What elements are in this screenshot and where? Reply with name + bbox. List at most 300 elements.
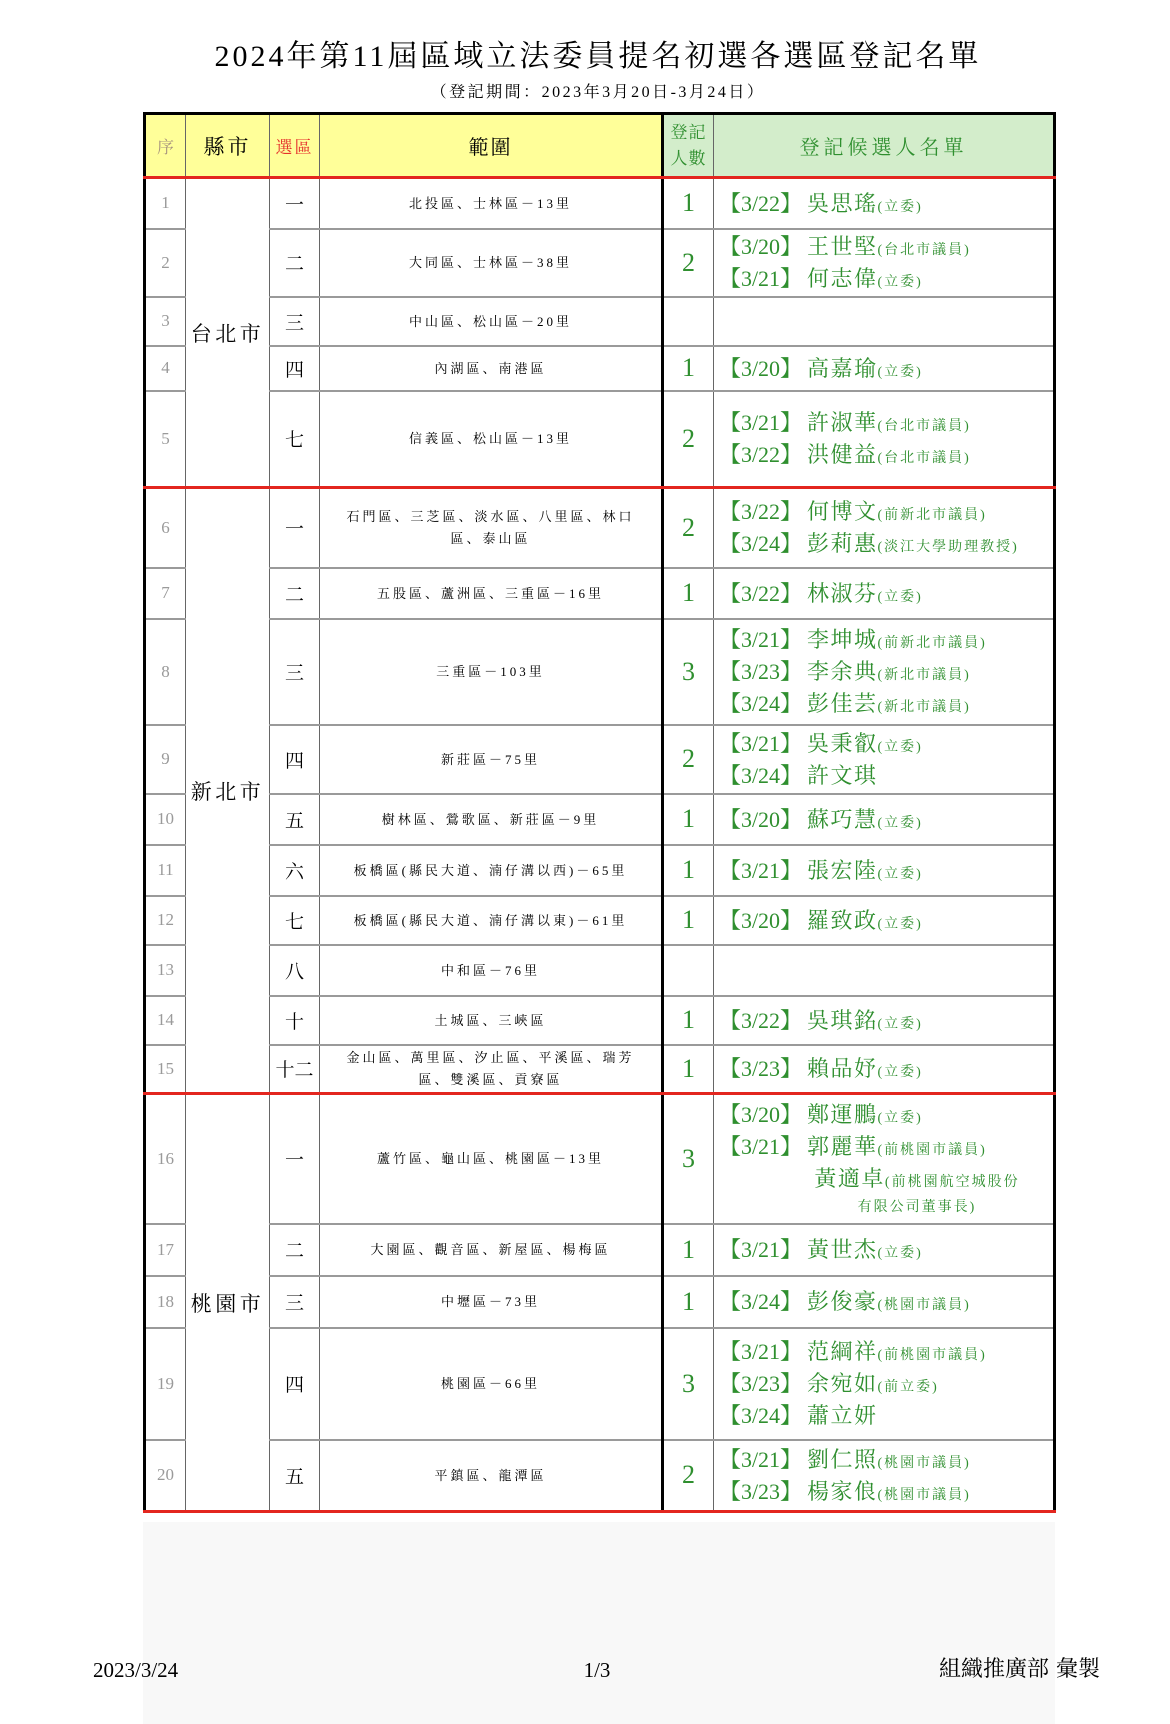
seq-cell: 2 [145, 229, 186, 297]
candidate-date: 【3/21】 [718, 857, 803, 883]
candidate-date: 【3/22】 [718, 1007, 803, 1033]
candidates-cell [714, 996, 1055, 1045]
candidate-name: 何博文 [807, 499, 878, 525]
candidate-date: 【3/21】 [718, 627, 803, 652]
count-cell: 1 [663, 1276, 714, 1328]
candidate-name: 楊家俍 [807, 1478, 878, 1504]
candidate-name: 李余典 [807, 659, 878, 684]
candidate-info [807, 691, 971, 716]
candidate-title: (立委) [877, 275, 923, 290]
table-row [145, 1328, 1055, 1440]
scope-text: 平鎮區、龍潭區 [434, 1467, 547, 1483]
candidate-name: 劉仁照 [807, 1446, 878, 1472]
scope-text: 中壢區－73里 [440, 1294, 540, 1309]
candidate-date: 【3/21】 [718, 1237, 803, 1262]
candidate-entry [714, 266, 1053, 291]
scope-text: 中和區－76里 [440, 962, 540, 978]
candidates-cell [714, 1094, 1055, 1224]
candidate-date: 【3/23】 [718, 659, 803, 684]
candidate-entry [714, 234, 1053, 259]
candidate-date: 【3/20】 [718, 907, 803, 933]
candidate-date: 【3/23】 [718, 1056, 803, 1082]
seq-cell: 16 [145, 1094, 186, 1224]
candidate-entry [714, 1403, 1053, 1428]
district-cell: 四 [270, 725, 320, 794]
candidate-info [807, 908, 923, 933]
count-cell: 3 [663, 1328, 714, 1440]
district-cell: 六 [270, 845, 320, 896]
scope-cell [320, 1440, 663, 1512]
count-cell: 1 [663, 794, 714, 845]
candidate-title: (台北市議員) [877, 419, 971, 435]
count-cell: 1 [663, 178, 714, 229]
candidates-cell [714, 488, 1055, 568]
candidate-date: 【3/20】 [718, 234, 803, 259]
district-cell: 四 [270, 346, 320, 391]
count-cell: 1 [663, 346, 714, 391]
candidate-title: (立委) [877, 815, 923, 831]
candidate-name: 彭佳芸 [807, 691, 878, 716]
table-row [145, 1094, 1055, 1224]
candidate-title: (立委) [877, 866, 923, 882]
header-seq: 序 [145, 114, 186, 178]
candidate-entry [714, 531, 1053, 556]
scope-cell [320, 297, 663, 346]
candidate-title: (台北市議員) [877, 243, 971, 258]
candidate-date: 【3/23】 [718, 1478, 803, 1504]
candidate-title: (立委) [877, 1065, 923, 1081]
candidate-info [807, 627, 987, 652]
candidate-info [807, 581, 923, 606]
candidates-cell [714, 725, 1055, 794]
district-cell: 十二 [270, 1045, 320, 1094]
scope-cell [320, 391, 663, 488]
district-cell: 八 [270, 945, 320, 996]
count-cell: 1 [663, 568, 714, 619]
scope-cell [320, 1094, 663, 1224]
scope-cell [320, 178, 663, 229]
count-cell: 2 [663, 488, 714, 568]
candidates-cell [714, 1276, 1055, 1328]
candidate-title: (前新北市議員) [877, 636, 987, 651]
candidate-entry [714, 442, 1053, 467]
candidate-info [807, 731, 923, 756]
table-row [145, 794, 1055, 845]
candidate-date: 【3/24】 [718, 762, 803, 788]
footer-author: 組織推廣部 彙製 [939, 1657, 1100, 1682]
candidate-name: 彭俊豪 [807, 1289, 878, 1314]
seq-cell: 3 [145, 297, 186, 346]
candidate-entry [714, 191, 1053, 216]
candidates-cell [714, 794, 1055, 845]
page-title: 2024年第11屆區域立法委員提名初選各選區登記名單 [214, 40, 982, 73]
count-cell: 1 [663, 996, 714, 1045]
candidate-entry [714, 1102, 1053, 1127]
district-cell: 三 [270, 619, 320, 725]
candidate-info [807, 1447, 971, 1472]
candidate-info [807, 1008, 923, 1033]
count-cell: 2 [663, 1440, 714, 1512]
table-row [145, 896, 1055, 945]
candidate-name: 林淑芬 [807, 580, 878, 606]
district-cell: 五 [270, 794, 320, 845]
candidate-info [807, 1289, 971, 1314]
candidate-title: (立委) [877, 739, 923, 755]
registration-table [143, 112, 1056, 1513]
table-row [145, 488, 1055, 568]
candidate-info [807, 410, 971, 435]
scope-text: 金山區、萬里區、汐止區、平溪區、瑞芳區、雙溪區、貢寮區 [346, 1049, 635, 1087]
candidate-date: 【3/20】 [718, 1101, 803, 1127]
header-count-line2: 人數 [670, 148, 707, 168]
candidate-title: (立委) [877, 1016, 923, 1032]
candidate-entry [714, 1447, 1053, 1472]
header-city: 縣市 [186, 114, 270, 178]
scope-text: 板橋區(縣民大道、湳仔溝以西)－65里 [353, 862, 628, 878]
candidate-info [807, 1237, 923, 1262]
candidate-entry [714, 627, 1053, 652]
candidate-entry [714, 410, 1053, 435]
candidate-name: 黃適卓 [814, 1165, 885, 1191]
candidate-title: (立委) [877, 1110, 923, 1126]
seq-cell: 18 [145, 1276, 186, 1328]
candidates-cell [714, 1224, 1055, 1276]
scope-text: 北投區、士林區－13里 [408, 195, 572, 211]
seq-cell: 20 [145, 1440, 186, 1512]
scope-cell [320, 1045, 663, 1094]
candidate-name: 吳秉叡 [807, 730, 878, 756]
table-row [145, 1276, 1055, 1328]
candidates-cell [714, 568, 1055, 619]
candidate-date: 【3/21】 [718, 266, 803, 291]
table-row [145, 845, 1055, 896]
header-candidates: 登記候選人名單 [714, 114, 1055, 178]
candidates-cell [714, 178, 1055, 229]
district-cell: 一 [270, 178, 320, 229]
candidate-entry [714, 499, 1053, 524]
registration-period: （登記期間：2023年3月20日-3月24日） [430, 84, 766, 101]
candidate-entry [714, 1134, 1053, 1159]
candidate-date: 【3/22】 [718, 580, 803, 606]
candidate-entry [714, 1237, 1053, 1262]
candidate-name: 黃世杰 [807, 1237, 878, 1262]
candidate-info [807, 1102, 923, 1127]
candidate-date: 【3/24】 [718, 1403, 803, 1428]
count-cell [663, 945, 714, 996]
footer-page-number: 1/3 [583, 1658, 611, 1682]
candidate-entry [714, 659, 1053, 684]
candidate-title: (桃園市議員) [877, 1455, 971, 1471]
candidate-title: (立委) [877, 199, 923, 215]
count-cell [663, 297, 714, 346]
district-cell: 二 [270, 229, 320, 297]
candidate-name: 吳思瑤 [807, 190, 878, 216]
scope-text: 石門區、三芝區、淡水區、八里區、林口區、泰山區 [346, 508, 635, 546]
candidate-name: 蕭立妍 [807, 1403, 878, 1428]
scope-cell [320, 488, 663, 568]
candidates-cell [714, 297, 1055, 346]
scope-text: 三重區－103里 [436, 664, 545, 679]
candidate-info [807, 858, 923, 883]
scope-cell [320, 794, 663, 845]
candidate-info [807, 1166, 1027, 1216]
scope-cell [320, 1224, 663, 1276]
district-cell: 二 [270, 568, 320, 619]
table-row [145, 229, 1055, 297]
candidate-title: (桃園市議員) [877, 1487, 971, 1503]
table-body [145, 178, 1055, 1512]
candidate-title: (前立委) [877, 1380, 939, 1395]
candidate-name: 王世堅 [807, 234, 878, 259]
candidates-cell [714, 1045, 1055, 1094]
seq-cell: 7 [145, 568, 186, 619]
candidate-entry [714, 691, 1053, 716]
candidate-title: (桃園市議員) [877, 1298, 971, 1313]
count-cell: 1 [663, 896, 714, 945]
scope-text: 新莊區－75里 [440, 751, 540, 767]
candidate-info [807, 191, 923, 216]
scope-cell [320, 996, 663, 1045]
scope-text: 桃園區－66里 [440, 1376, 540, 1391]
candidate-name: 許淑華 [807, 410, 878, 436]
candidate-entry [714, 1479, 1053, 1504]
candidate-entry [714, 1166, 1053, 1216]
scope-text: 內湖區、南港區 [434, 360, 547, 376]
district-cell: 七 [270, 896, 320, 945]
header-row [145, 114, 1055, 178]
candidate-entry [714, 731, 1053, 756]
seq-cell: 6 [145, 488, 186, 568]
table-row [145, 178, 1055, 229]
candidate-date: 【3/24】 [718, 531, 803, 557]
candidate-title: (立委) [877, 1246, 923, 1261]
scope-cell [320, 896, 663, 945]
seq-cell: 11 [145, 845, 186, 896]
candidate-entry [714, 1371, 1053, 1396]
candidate-date: 【3/21】 [718, 1446, 803, 1472]
candidate-date: 【3/20】 [718, 806, 803, 832]
candidate-info [807, 266, 923, 291]
candidate-title: (淡江大學助理教授) [877, 540, 1019, 556]
scope-cell [320, 945, 663, 996]
table-row [145, 996, 1055, 1045]
candidates-cell [714, 391, 1055, 488]
header-count-line1: 登記 [670, 122, 707, 142]
candidates-cell [714, 896, 1055, 945]
seq-cell: 9 [145, 725, 186, 794]
seq-cell: 17 [145, 1224, 186, 1276]
district-cell: 一 [270, 488, 320, 568]
candidate-name: 許文琪 [807, 762, 878, 788]
seq-cell: 19 [145, 1328, 186, 1440]
candidate-info [807, 659, 971, 684]
city-cell: 桃園市 [186, 1094, 270, 1512]
header-count [663, 114, 714, 178]
candidate-entry [714, 908, 1053, 933]
candidate-info [807, 531, 1019, 556]
candidate-info [807, 1339, 987, 1364]
candidates-cell [714, 229, 1055, 297]
seq-cell: 15 [145, 1045, 186, 1094]
candidate-title: (立委) [877, 589, 923, 605]
scope-text: 土城區、三峽區 [434, 1012, 547, 1028]
table-row [145, 725, 1055, 794]
candidate-name: 高嘉瑜 [807, 355, 878, 381]
candidate-entry [714, 1339, 1053, 1364]
table-row [145, 346, 1055, 391]
scope-text: 大園區、觀音區、新屋區、楊梅區 [370, 1242, 611, 1257]
seq-cell: 14 [145, 996, 186, 1045]
candidates-cell [714, 619, 1055, 725]
table-row [145, 297, 1055, 346]
scope-cell [320, 346, 663, 391]
candidate-date: 【3/21】 [718, 1339, 803, 1364]
candidate-info [807, 1371, 939, 1396]
candidate-name: 鄭運鵬 [807, 1101, 878, 1127]
count-cell: 1 [663, 1224, 714, 1276]
candidate-name: 郭麗華 [807, 1133, 878, 1159]
candidate-title: (前桃園市議員) [877, 1142, 987, 1158]
candidate-name: 范綱祥 [807, 1339, 878, 1364]
candidate-entry [714, 1056, 1053, 1081]
scope-cell [320, 229, 663, 297]
footer-date: 2023/3/24 [93, 1658, 179, 1682]
candidate-info [807, 763, 878, 788]
candidate-name: 洪健益 [807, 442, 878, 468]
scope-text: 中山區、松山區－20里 [408, 313, 572, 329]
header-district: 選區 [270, 114, 320, 178]
candidate-title: (台北市議員) [877, 451, 971, 467]
candidate-entry [714, 1289, 1053, 1314]
count-cell: 3 [663, 1094, 714, 1224]
scope-cell [320, 1276, 663, 1328]
seq-cell: 5 [145, 391, 186, 488]
candidate-date: 【3/24】 [718, 1289, 803, 1314]
candidate-title: (前新北市議員) [877, 508, 987, 524]
count-cell: 2 [663, 229, 714, 297]
candidate-entry [714, 356, 1053, 381]
district-cell: 三 [270, 1276, 320, 1328]
candidate-date: 【3/23】 [718, 1371, 803, 1396]
table-row [145, 568, 1055, 619]
candidate-entry [714, 1008, 1053, 1033]
table-row [145, 945, 1055, 996]
candidate-info [807, 499, 987, 524]
scope-cell [320, 619, 663, 725]
table-row [145, 619, 1055, 725]
candidates-cell [714, 1440, 1055, 1512]
table-row [145, 1440, 1055, 1512]
candidate-date: 【3/22】 [718, 190, 803, 216]
seq-cell: 12 [145, 896, 186, 945]
scope-text: 樹林區、鶯歌區、新莊區－9里 [381, 811, 600, 827]
candidate-info [807, 234, 971, 259]
table-row [145, 1045, 1055, 1094]
candidate-title: (前桃園航空城股份有限公司董事長) [857, 1174, 1020, 1215]
candidate-entry [714, 858, 1053, 883]
candidate-date: 【3/20】 [718, 355, 803, 381]
candidate-info [807, 1479, 971, 1504]
count-cell: 3 [663, 619, 714, 725]
candidate-info [807, 1134, 987, 1159]
scope-cell [320, 845, 663, 896]
candidate-date: 【3/24】 [718, 691, 803, 716]
candidate-name: 彭莉惠 [807, 531, 878, 557]
candidate-entry [714, 581, 1053, 606]
seq-cell: 13 [145, 945, 186, 996]
candidate-title: (立委) [877, 916, 923, 932]
table-row [145, 1224, 1055, 1276]
count-cell: 2 [663, 391, 714, 488]
scope-text: 板橋區(縣民大道、湳仔溝以東)－61里 [353, 912, 628, 928]
candidate-entry [714, 763, 1053, 788]
candidate-date: 【3/21】 [718, 1133, 803, 1159]
candidate-title: (新北市議員) [877, 700, 971, 715]
candidates-cell [714, 945, 1055, 996]
candidate-date: 【3/22】 [718, 499, 803, 525]
table-row [145, 391, 1055, 488]
district-cell: 七 [270, 391, 320, 488]
district-cell: 二 [270, 1224, 320, 1276]
seq-cell: 10 [145, 794, 186, 845]
candidate-info [807, 442, 971, 467]
candidate-name: 賴品妤 [807, 1056, 878, 1082]
district-cell: 三 [270, 297, 320, 346]
count-cell: 2 [663, 725, 714, 794]
candidate-name: 吳琪銘 [807, 1007, 878, 1033]
district-cell: 十 [270, 996, 320, 1045]
footer-shade [143, 1522, 1055, 1724]
scope-cell [320, 725, 663, 794]
candidate-info [807, 356, 923, 381]
seq-cell: 4 [145, 346, 186, 391]
candidate-title: (立委) [877, 364, 923, 380]
candidate-title: (前桃園市議員) [877, 1348, 987, 1363]
candidate-name: 張宏陸 [807, 857, 878, 883]
candidate-info [807, 1403, 878, 1428]
district-cell: 一 [270, 1094, 320, 1224]
candidate-info [807, 807, 923, 832]
city-cell: 台北市 [186, 178, 270, 488]
scope-text: 蘆竹區、龜山區、桃園區－13里 [376, 1151, 604, 1167]
scope-text: 五股區、蘆洲區、三重區－16里 [376, 585, 604, 601]
candidate-entry [714, 807, 1053, 832]
candidates-cell [714, 346, 1055, 391]
seq-cell: 1 [145, 178, 186, 229]
candidate-name: 羅致政 [807, 907, 878, 933]
count-cell: 1 [663, 845, 714, 896]
candidate-date: 【3/21】 [718, 410, 803, 436]
count-cell: 1 [663, 1045, 714, 1094]
scope-cell [320, 568, 663, 619]
candidate-date: 【3/21】 [718, 730, 803, 756]
city-cell: 新北市 [186, 488, 270, 1094]
candidate-name: 何志偉 [807, 266, 878, 291]
candidates-cell [714, 845, 1055, 896]
candidate-name: 余宛如 [807, 1371, 878, 1396]
candidate-date: 【3/22】 [718, 442, 803, 468]
candidate-name: 蘇巧慧 [807, 806, 878, 832]
seq-cell: 8 [145, 619, 186, 725]
candidate-name: 李坤城 [807, 627, 878, 652]
header-scope: 範圍 [320, 114, 663, 178]
scope-cell [320, 1328, 663, 1440]
candidate-title: (新北市議員) [877, 668, 971, 683]
district-cell: 四 [270, 1328, 320, 1440]
scope-text: 信義區、松山區－13里 [408, 431, 572, 447]
candidate-info [807, 1056, 923, 1081]
district-cell: 五 [270, 1440, 320, 1512]
